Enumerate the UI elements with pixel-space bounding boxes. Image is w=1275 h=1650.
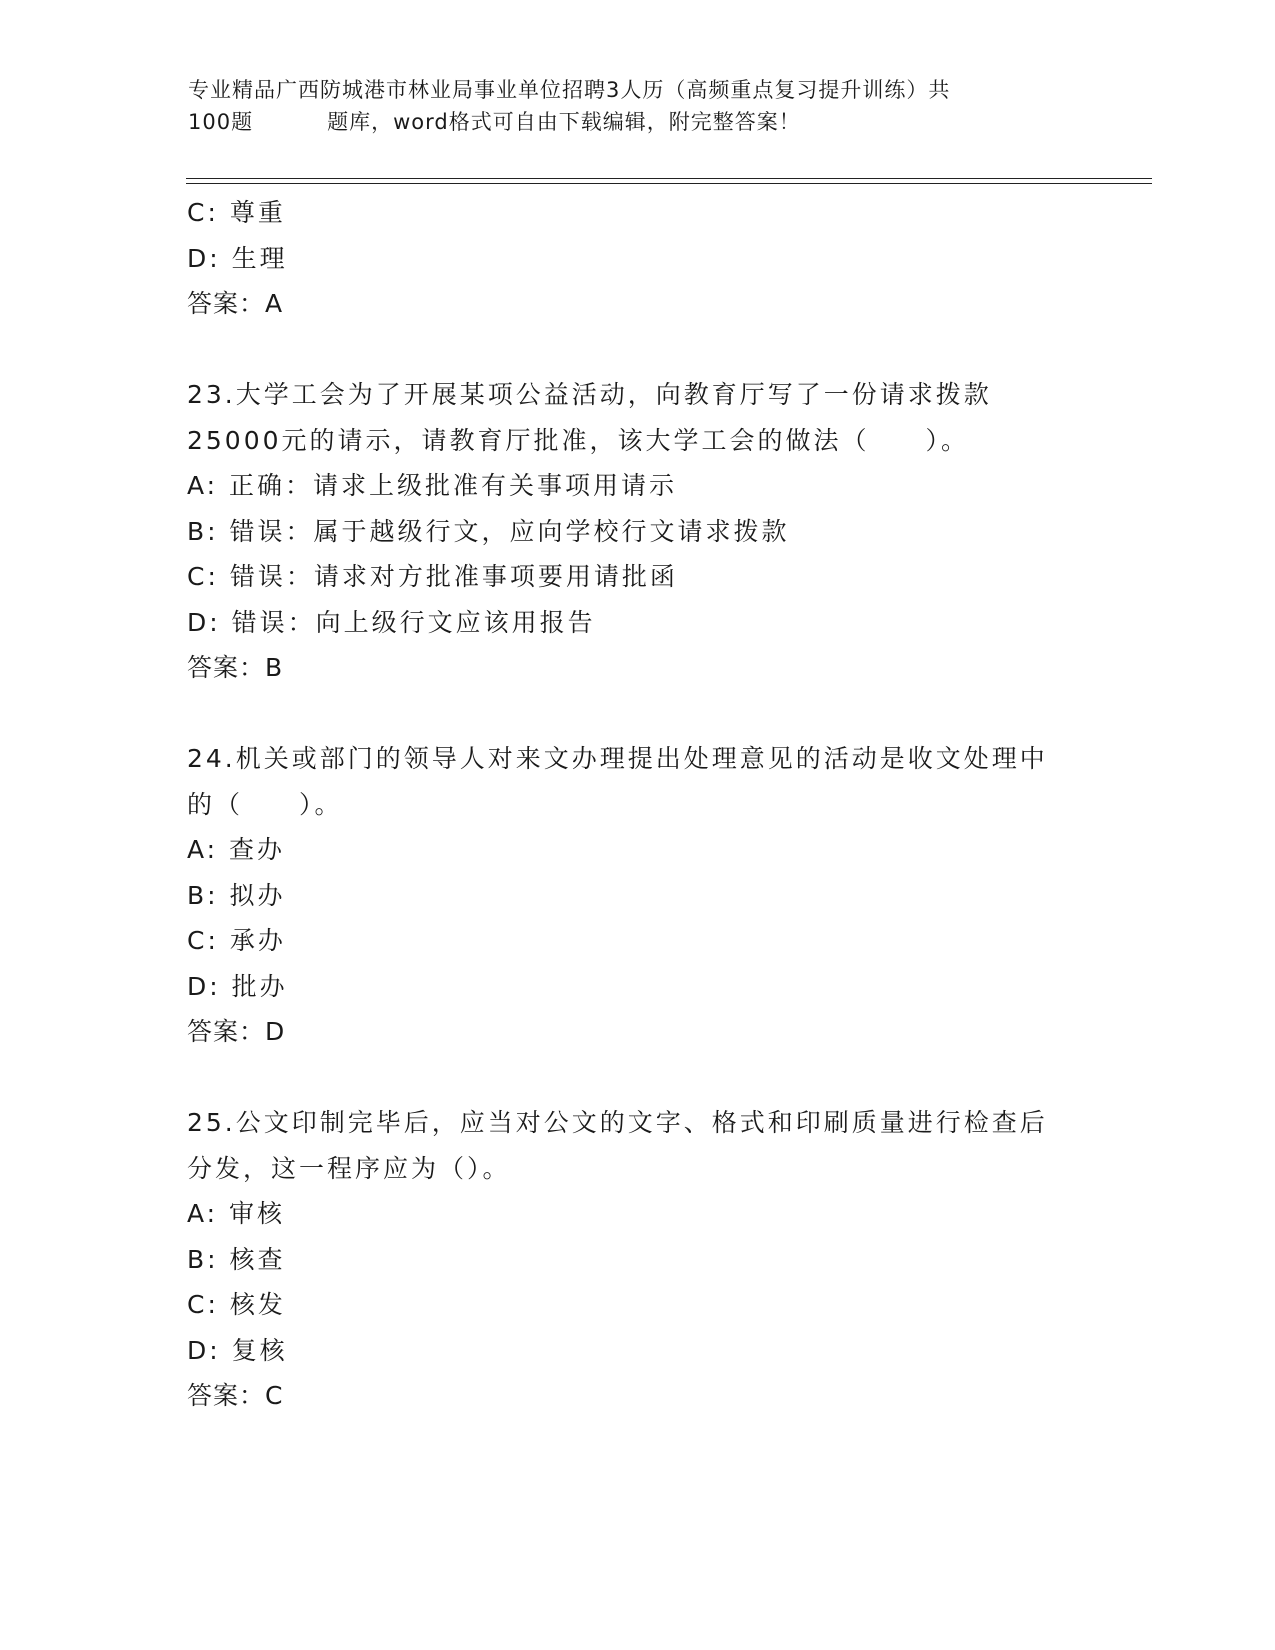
question-list [187,190,1087,1419]
option-c: C: 承办 [187,926,286,955]
answer-line: 答案：C [187,1381,284,1410]
header-rule-bottom [186,183,1152,184]
option-c: C: 错误：请求对方批准事项要用请批函 [187,562,678,591]
document-header [188,74,1088,138]
question-text-line: 的（ ）。 [187,789,343,819]
option-d: D: 错误：向上级行文应该用报告 [187,607,596,637]
header-rule-top [186,178,1152,179]
question-23 [187,372,1087,691]
option-b: B: 拟办 [187,880,286,910]
option-c: C: 尊重 [187,198,286,227]
header-count: 100题 [188,110,254,134]
option-c: C: 核发 [187,1290,286,1319]
answer-line: 答案：B [187,653,284,682]
question-text-line: 23.大学工会为了开展某项公益活动，向教育厅写了一份请求拨款 [187,380,992,409]
question-text-line: 25000元的请示，请教育厅批准，该大学工会的做法（ ）。 [187,425,970,455]
option-b: B: 核查 [187,1244,286,1274]
previous-question-tail [187,190,1087,327]
option-a: A: 正确：请求上级批准有关事项用请示 [187,471,678,500]
header-title-line2 [188,106,1088,138]
option-d: D: 复核 [187,1335,288,1365]
option-b: B: 错误：属于越级行文，应向学校行文请求拨款 [187,516,790,546]
option-a: A: 审核 [187,1199,286,1228]
option-d: D: 生理 [187,243,288,273]
header-description: 题库，word格式可自由下载编辑，附完整答案！ [327,110,801,134]
answer-line: 答案：A [187,289,284,318]
question-text-line: 分发，这一程序应为（）。 [187,1153,511,1183]
question-text-line: 25.公文印制完毕后，应当对公文的文字、格式和印刷质量进行检查后 [187,1108,1048,1137]
option-a: A: 查办 [187,835,286,864]
question-25 [187,1100,1087,1419]
question-24 [187,736,1087,1055]
header-title-line1: 专业精品广西防城港市林业局事业单位招聘3人历（高频重点复习提升训练）共 [188,78,951,102]
answer-line: 答案：D [187,1017,286,1046]
option-d: D: 批办 [187,971,288,1001]
question-text-line: 24.机关或部门的领导人对来文办理提出处理意见的活动是收文处理中 [187,744,1048,773]
